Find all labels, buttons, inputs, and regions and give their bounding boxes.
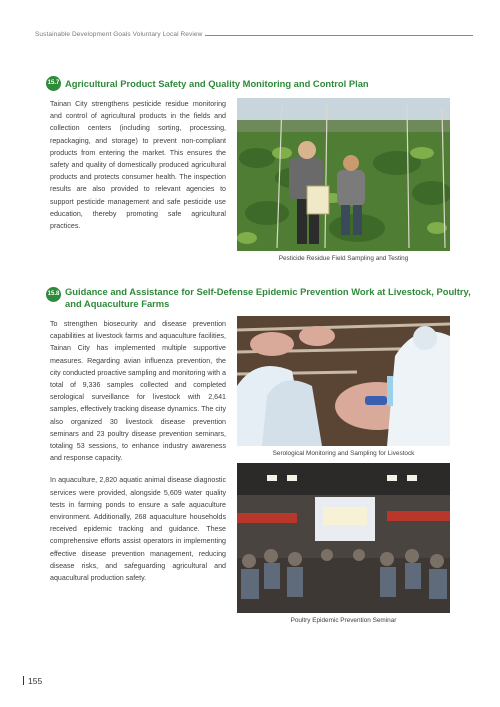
paragraph: To strengthen biosecurity and disease prevention capabilities at livestock farms and aquaculture facilities, Tainan City has implemented multiple supportive measures. Regarding avian influenza prevention, the city conducted proactive sampling and monitoring with a total of 9,336 samples collected and completed serological surveillance for livestock with 2,641 samples, effectively tracking disease dynamics. The city also organized 30 livestock disease prevention seminars and 23 poultry disease prevention seminars, totaling 53 sessions, to enhance industry awareness and response capacity. bbox=[50, 320, 226, 463]
section-title: Agricultural Product Safety and Quality Monitoring and Control Plan bbox=[65, 78, 369, 89]
photo-caption: Pesticide Residue Field Sampling and Testing bbox=[278, 255, 409, 262]
poultry-seminar-photo bbox=[237, 463, 450, 613]
section-body bbox=[50, 98, 226, 242]
section-number-badge: 15.7 bbox=[46, 76, 61, 91]
page-number-bar bbox=[23, 676, 24, 685]
section-number-badge: 15.8 bbox=[46, 287, 61, 302]
section-title-line: Guidance and Assistance for Self-Defense Epidemic Prevention Work at Livestock, Poultry, bbox=[65, 286, 471, 297]
running-header: Sustainable Development Goals Voluntary Local Review bbox=[35, 31, 203, 38]
section-title-line: and Aquaculture Farms bbox=[65, 298, 170, 309]
page-number-text: 155 bbox=[28, 676, 43, 686]
photo-caption: Serological Monitoring and Sampling for Livestock bbox=[272, 450, 415, 457]
pesticide-sampling-photo bbox=[237, 98, 450, 251]
photo-caption: Poultry Epidemic Prevention Seminar bbox=[290, 617, 397, 624]
livestock-sampling-photo bbox=[237, 316, 450, 446]
section-title bbox=[65, 286, 485, 310]
paragraph: Tainan City strengthens pesticide residue monitoring and control of agricultural products in the fields and collection centers (including sorting, processing, repackaging, and storage) to prevent non-compliant products from entering the market. This ensures the safety and quality of domestically produced agricultural products and protects consumer health. The inspection results are also provided to relevant agencies to support pesticide management and safe pesticide use education, thereby promoting safe agricultural practices. bbox=[50, 100, 226, 231]
page-number bbox=[23, 676, 42, 686]
section-body bbox=[50, 318, 226, 594]
paragraph: In aquaculture, 2,820 aquatic animal disease diagnostic services were provided, alongside 5,609 water quality tests in farming ponds to ensure a safe aquaculture environment. Additionally, 268 aquaculture households received epidemic tracking and guidance. These comprehensive efforts assist operators in implementing effective disease prevention management, reducing disease risks, and safeguarding agricultural and aquacultural production safety. bbox=[50, 476, 226, 583]
header-rule bbox=[205, 35, 473, 36]
